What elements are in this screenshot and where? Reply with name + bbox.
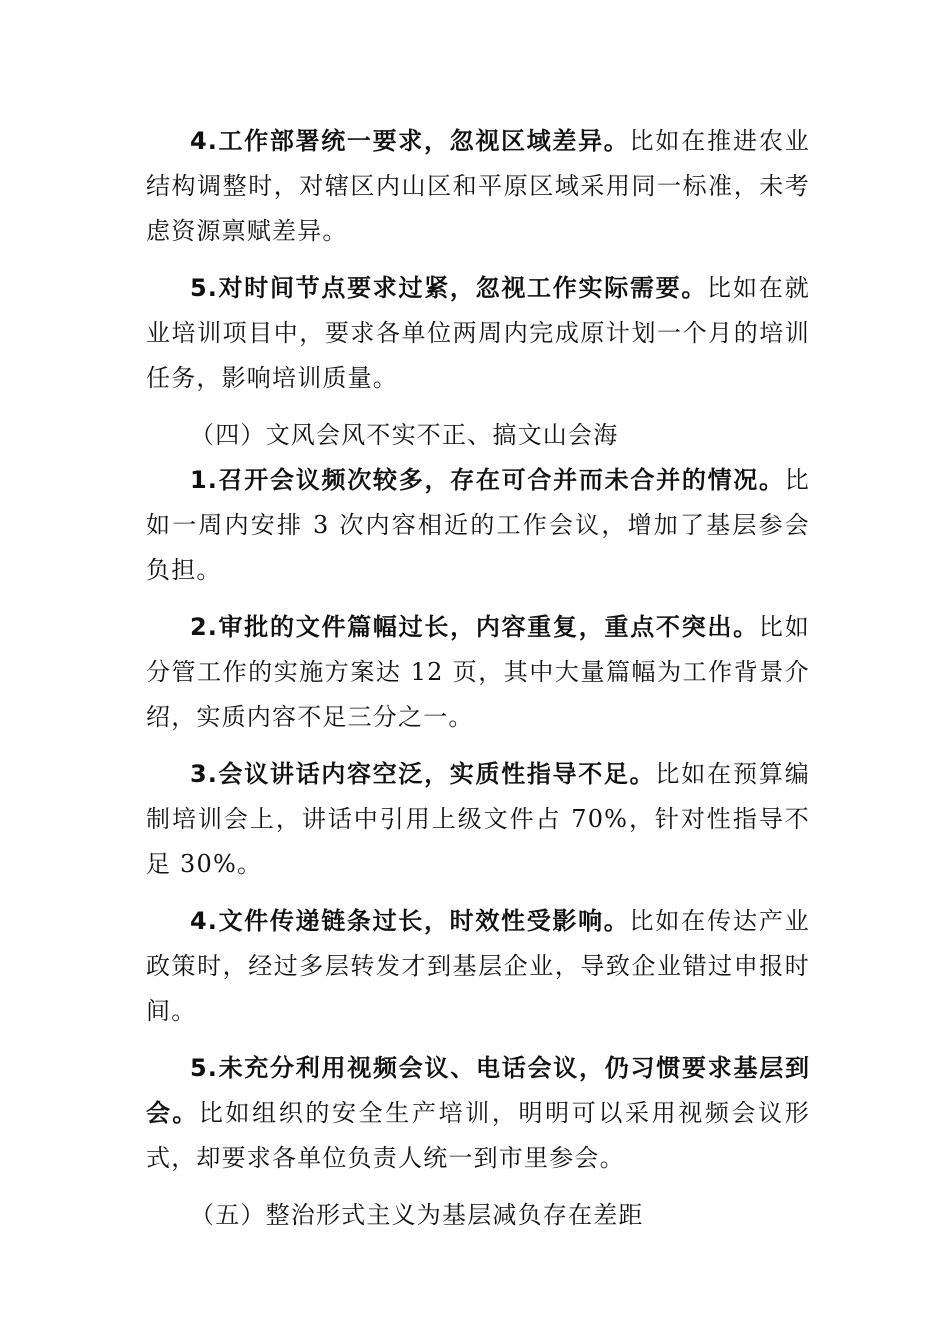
paragraph-lead: 4.工作部署统一要求，忽视区域差异。 — [190, 127, 630, 155]
paragraph-body: 比如在就业培训项目中，要求各单位两周内完成原计划一个月的培训任务，影响培训质量。 — [146, 274, 810, 392]
paragraph-body: 比如组织的安全生产培训，明明可以采用视频会议形式，却要求各单位负责人统一到市里参会。 — [146, 1099, 810, 1172]
paragraph-item-4 — [146, 119, 810, 254]
paragraph-body: 比如在预算编制培训会上，讲话中引用上级文件占 70%，针对性指导不足 30%。 — [146, 760, 810, 878]
section-four-item-4 — [146, 899, 810, 1034]
paragraph-lead: 5.未充分利用视频会议、电话会议，仍习惯要求基层到会。 — [146, 1054, 810, 1127]
paragraph-body: 比如分管工作的实施方案达 12 页，其中大量篇幅为工作背景介绍，实质内容不足三分之一。 — [146, 613, 810, 731]
section-four-item-1 — [146, 458, 810, 593]
paragraph-lead: 5.对时间节点要求过紧，忽视工作实际需要。 — [190, 274, 708, 302]
section-five-heading: （五）整治形式主义为基层减负存在差距 — [190, 1201, 644, 1229]
paragraph-lead: 2.审批的文件篇幅过长，内容重复，重点不突出。 — [190, 613, 759, 641]
paragraph-item-5 — [146, 266, 810, 401]
paragraph-body: 比如一周内安排 3 次内容相近的工作会议，增加了基层参会负担。 — [146, 466, 810, 584]
section-four-item-5 — [146, 1046, 810, 1181]
section-four-item-2 — [146, 605, 810, 740]
paragraph-lead: 3.会议讲话内容空泛，实质性指导不足。 — [190, 760, 656, 788]
paragraph-body: 比如在传达产业政策时，经过多层转发才到基层企业，导致企业错过申报时间。 — [146, 907, 810, 1025]
paragraph-body: 比如在推进农业结构调整时，对辖区内山区和平原区域采用同一标准，未考虑资源禀赋差异。 — [146, 127, 810, 245]
section-four-heading: （四）文风会风不实不正、搞文山会海 — [190, 421, 619, 449]
document-body — [146, 119, 810, 1238]
paragraph-lead: 4.文件传递链条过长，时效性受影响。 — [190, 907, 630, 935]
section-four-item-3 — [146, 752, 810, 887]
paragraph-lead: 1.召开会议频次较多，存在可合并而未合并的情况。 — [190, 466, 785, 494]
